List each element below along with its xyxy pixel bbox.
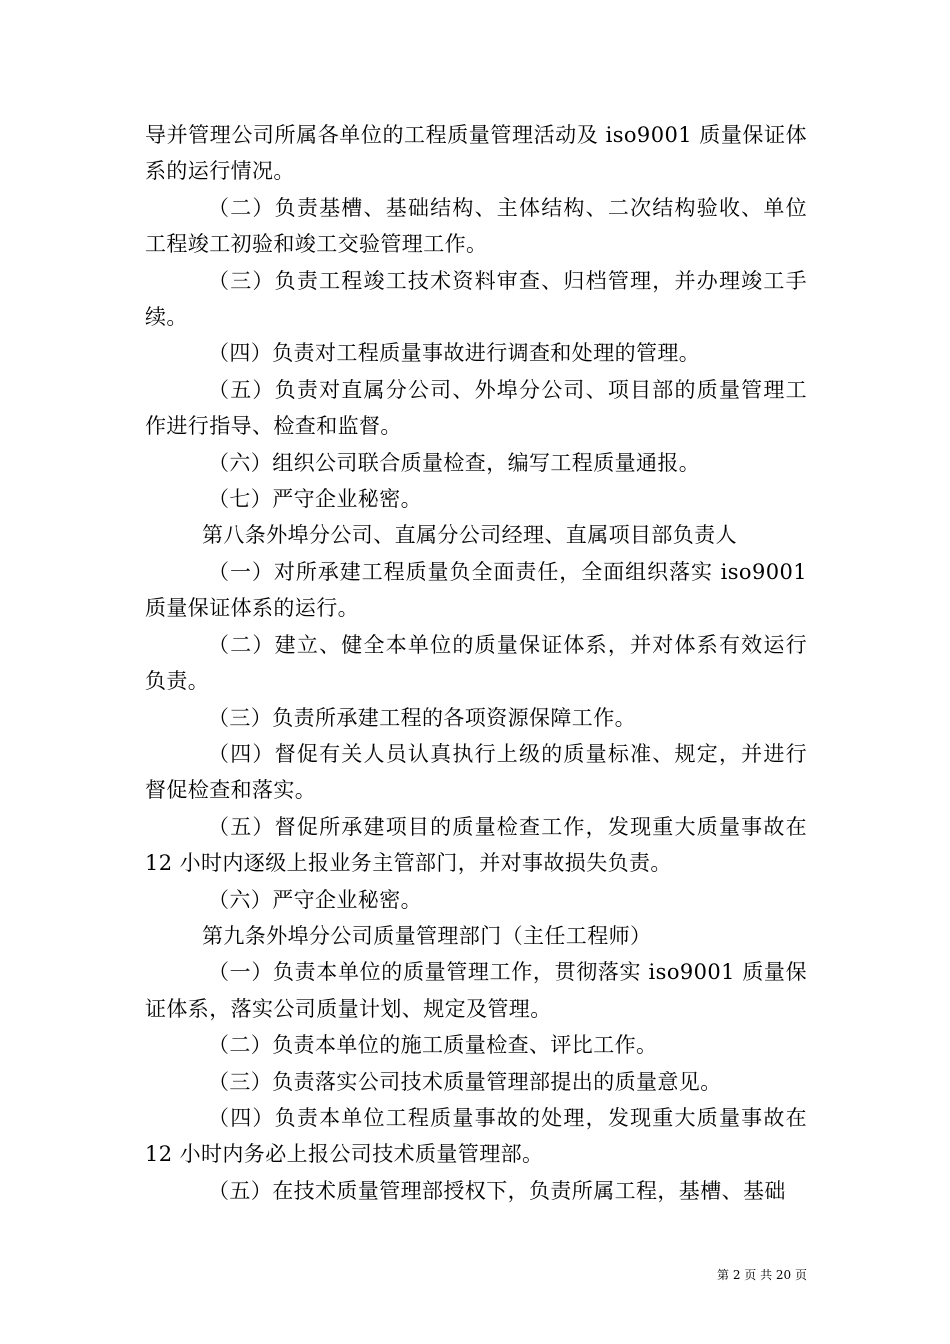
paragraph-item-6: （六）严守企业秘密。 — [208, 887, 422, 912]
paragraph-item-5: （五）负责对直属分公司、外埠分公司、项目部的质量管理工作进行指导、检查和监督。 — [145, 377, 807, 439]
paragraph-item-2: （二）建立、健全本单位的质量保证体系，并对体系有效运行负责。 — [145, 632, 807, 694]
paragraph-item-2: （二）负责本单位的施工质量检查、评比工作。 — [208, 1033, 658, 1058]
paragraph-item-3: （三）负责落实公司技术质量管理部提出的质量意见。 — [208, 1069, 722, 1094]
paragraph-item-7: （七）严守企业秘密。 — [208, 487, 422, 512]
paragraph-item-4: （四）负责本单位工程质量事故的处理，发现重大质量事故在 12 小时内务必上报公司技术质量管理部。 — [145, 1105, 807, 1167]
paragraph-continuation: 导并管理公司所属各单位的工程质量管理活动及 iso9001 质量保证体系的运行情况。 — [145, 123, 807, 184]
paragraph-item-1: （一）对所承建工程质量负全面责任，全面组织落实 iso9001 质量保证体系的运行。 — [145, 559, 807, 621]
paragraph-item-3: （三）负责工程竣工技术资料审查、归档管理，并办理竣工手续。 — [145, 268, 807, 330]
paragraph-item-1: （一）负责本单位的质量管理工作，贯彻落实 iso9001 质量保证体系，落实公司质量计划、规定及管理。 — [145, 960, 807, 1021]
article-8-heading: 第八条外埠分公司、直属分公司经理、直属项目部负责人 — [202, 523, 737, 548]
paragraph-item-5: （五）督促所承建项目的质量检查工作，发现重大质量事故在 12 小时内逐级上报业务主管部门，并对事故损失负责。 — [145, 814, 807, 876]
paragraph-item-4: （四）负责对工程质量事故进行调查和处理的管理。 — [208, 341, 701, 366]
article-9-heading: 第九条外埠分公司质量管理部门（主任工程师） — [202, 923, 652, 948]
document-body — [145, 117, 807, 1209]
paragraph-item-2: （二）负责基槽、基础结构、主体结构、二次结构验收、单位工程竣工初验和竣工交验管理工作。 — [145, 195, 807, 257]
paragraph-item-4: （四）督促有关人员认真执行上级的质量标准、规定，并进行督促检查和落实。 — [145, 741, 807, 803]
paragraph-item-6: （六）组织公司联合质量检查，编写工程质量通报。 — [208, 450, 701, 475]
paragraph-item-3: （三）负责所承建工程的各项资源保障工作。 — [208, 705, 636, 730]
page-number-footer: 第 2 页 共 20 页 — [717, 1268, 807, 1282]
paragraph-item-5: （五）在技术质量管理部授权下，负责所属工程，基槽、基础 — [208, 1178, 786, 1203]
